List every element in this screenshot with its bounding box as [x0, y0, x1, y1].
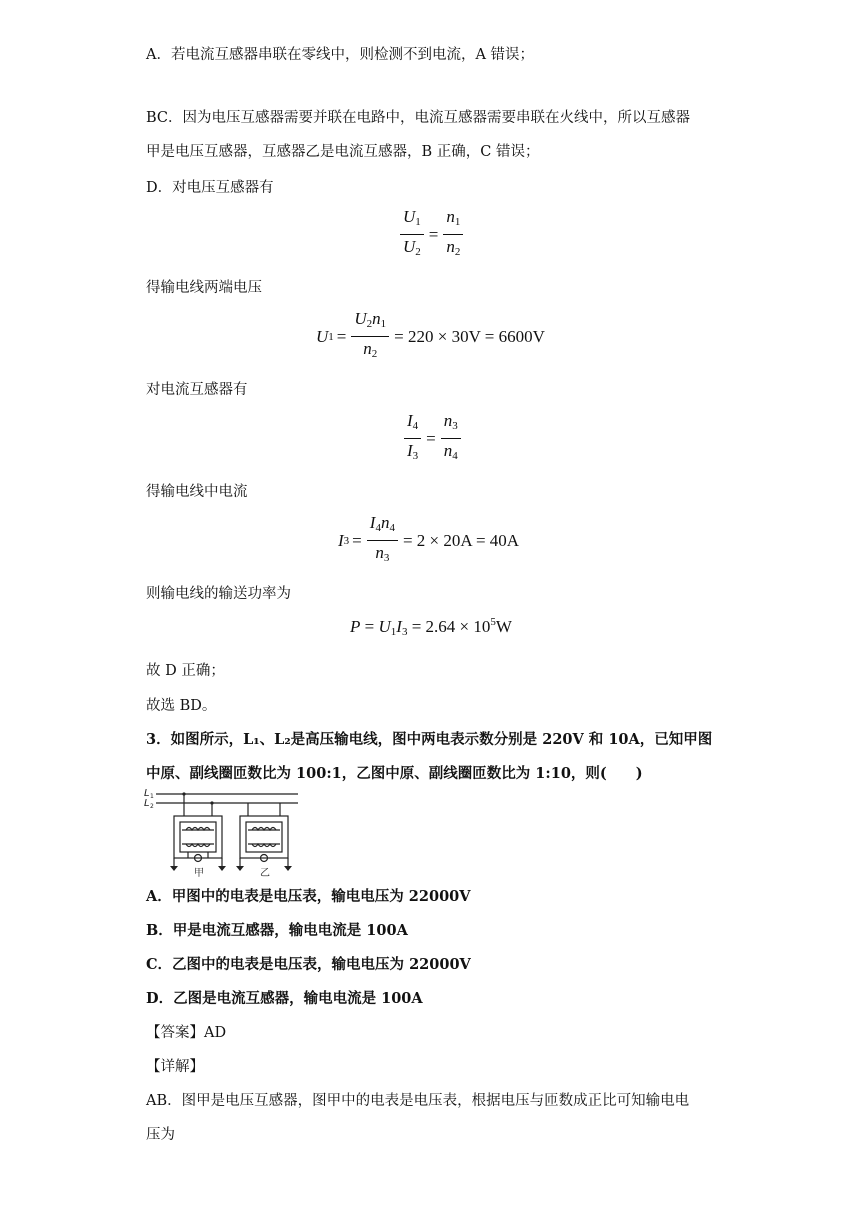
solution-line-a: A．若电流互感器串联在零线中，则检测不到电流，A 错误；	[146, 47, 535, 63]
option-a: A．甲图中的电表是电压表，输电电压为 22000V	[146, 888, 471, 905]
solution-line-dui-i: 对电流互感器有	[146, 382, 248, 398]
solution-line-bc-2: 甲是电压互感器，互感器乙是电流互感器，B 正确，C 错误；	[146, 144, 540, 160]
formula-line-current-rhs: = 2 × 20A = 40A	[402, 530, 520, 550]
option-d: D．乙图是电流互感器，输电电流是 100A	[146, 990, 423, 1007]
formula-power-exp: 5	[490, 616, 496, 628]
solution-line-bc-1: BC．因为电压互感器需要并联在电路中，电流互感器需要串联在火线中，所以互感器	[146, 110, 691, 126]
solution-line-choose: 故选 BD。	[146, 698, 217, 714]
transformer-circuit-diagram	[144, 786, 304, 878]
question-3-line-2: 中原、副线圈匝数比为 100:1，乙图中原、副线圈匝数比为 1:10，则( )	[146, 765, 643, 782]
detail-heading: 【详解】	[146, 1059, 204, 1075]
formula-voltage-ratio: $\frac{U_1}{U_2}$ = $\frac{n_1}{n_2}$	[398, 206, 465, 263]
label-l1: L	[144, 788, 150, 799]
formula-power-unit: W	[495, 617, 512, 636]
explanation-ab-2: 压为	[146, 1127, 175, 1143]
formula-line-current: I 3 = $\frac{I_4n_4}{n_3}$ = 2 × 20A = 40A	[338, 513, 520, 564]
label-yi: 乙	[260, 868, 270, 878]
formula-line-voltage-rhs: = 220 × 30V = 6600V	[394, 326, 545, 346]
solution-line-d: D．对电压互感器有	[146, 180, 274, 196]
solution-line-get-i: 得输电线中电流	[146, 484, 248, 500]
formula-power: $P = U_1I_3 = 2.64 \times 10^5W$	[350, 616, 512, 638]
label-l1-sub: 1	[150, 793, 154, 800]
label-jia: 甲	[194, 868, 204, 878]
option-b: B．甲是电流互感器，输电电流是 100A	[146, 922, 408, 939]
label-l2: L	[144, 798, 150, 809]
option-c: C．乙图中的电表是电压表，输电电压为 22000V	[146, 956, 471, 973]
formula-current-ratio: $\frac{I_4}{I_3}$ = $\frac{n_3}{n_4}$	[402, 410, 463, 467]
formula-power-rhs: = 2.64 × 10	[411, 617, 491, 636]
question-3-line-1: 3．如图所示，L₁、L₂是高压输电线，图中两电表示数分别是 220V 和 10A，已知甲图	[146, 731, 713, 748]
formula-line-voltage: U 1 = $\frac{U_2n_1}{n_2}$ = 220 × 30V = 6600V	[316, 309, 545, 360]
explanation-ab-1: AB．图甲是电压互感器，图甲中的电表是电压表，根据电压与匝数成正比可知输电电	[146, 1093, 690, 1109]
label-l2-sub: 2	[150, 803, 154, 810]
answer-line: 【答案】AD	[146, 1025, 227, 1041]
solution-line-power: 则输电线的输送功率为	[146, 586, 291, 602]
solution-line-d-correct: 故 D 正确；	[146, 663, 225, 679]
solution-line-get-u: 得输电线两端电压	[146, 280, 262, 296]
